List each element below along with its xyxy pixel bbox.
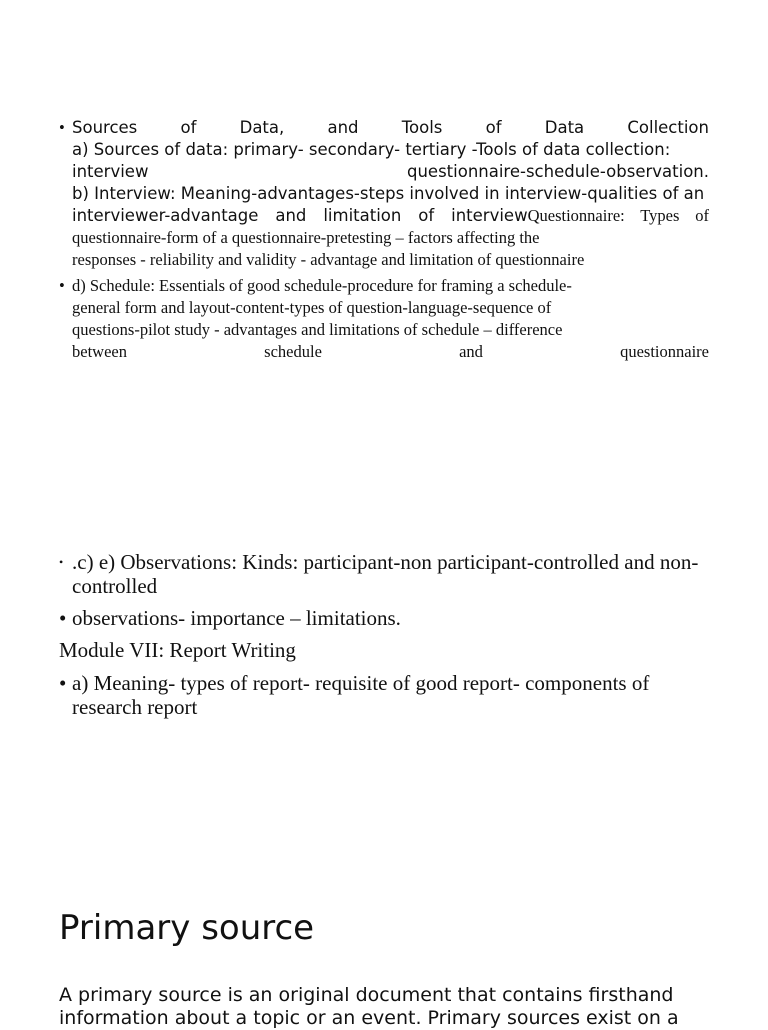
item-line: interview questionnaire-schedule-observation.	[72, 162, 709, 181]
item-line: • Sources of Data, and Tools of Data Collection	[72, 118, 709, 137]
item-line: a) Sources of data: primary- secondary- tertiary -Tools of data collection:	[72, 140, 671, 159]
item-line: b) Interview: Meaning-advantages-steps involved in interview-qualities of an	[72, 184, 705, 203]
item-line: questions-pilot study - advantages and limitations of schedule – difference	[72, 320, 563, 339]
section-paragraph: A primary source is an original document that contains firsthand information about a topic or an event. Primary sources exist on a	[59, 984, 679, 1029]
item-line: • d) Schedule: Essentials of good schedule-procedure for framing a schedule-	[72, 276, 572, 295]
list-item-observations: • .c) e) Observations: Kinds: participant-non participant-controlled and non-controlled	[59, 550, 709, 598]
section-title: Primary source	[59, 908, 315, 948]
item-line-part: interviewer-advantage and limitation of interview	[72, 206, 528, 225]
syllabus-block-top	[59, 117, 709, 367]
item-line: between schedule and questionnaire	[72, 342, 709, 361]
item-line: general form and layout-content-types of question-language-sequence of	[72, 298, 552, 317]
list-item-schedule	[59, 275, 709, 363]
item-line: responses - reliability and validity - advantage and limitation of questionnaire	[72, 250, 585, 269]
list-item-report-meaning: • a) Meaning- types of report- requisite of good report- components of research report	[59, 671, 709, 719]
list-item-observations-importance: • observations- importance – limitations.	[59, 606, 709, 630]
item-line: questionnaire-form of a questionnaire-pretesting – factors affecting the	[72, 228, 540, 247]
item-line-mixed	[72, 205, 709, 227]
module-heading: Module VII: Report Writing	[59, 638, 296, 662]
syllabus-block-middle	[59, 550, 709, 727]
list-item-sources-of-data	[59, 117, 709, 271]
item-line-part: Questionnaire: Types of	[527, 206, 710, 225]
